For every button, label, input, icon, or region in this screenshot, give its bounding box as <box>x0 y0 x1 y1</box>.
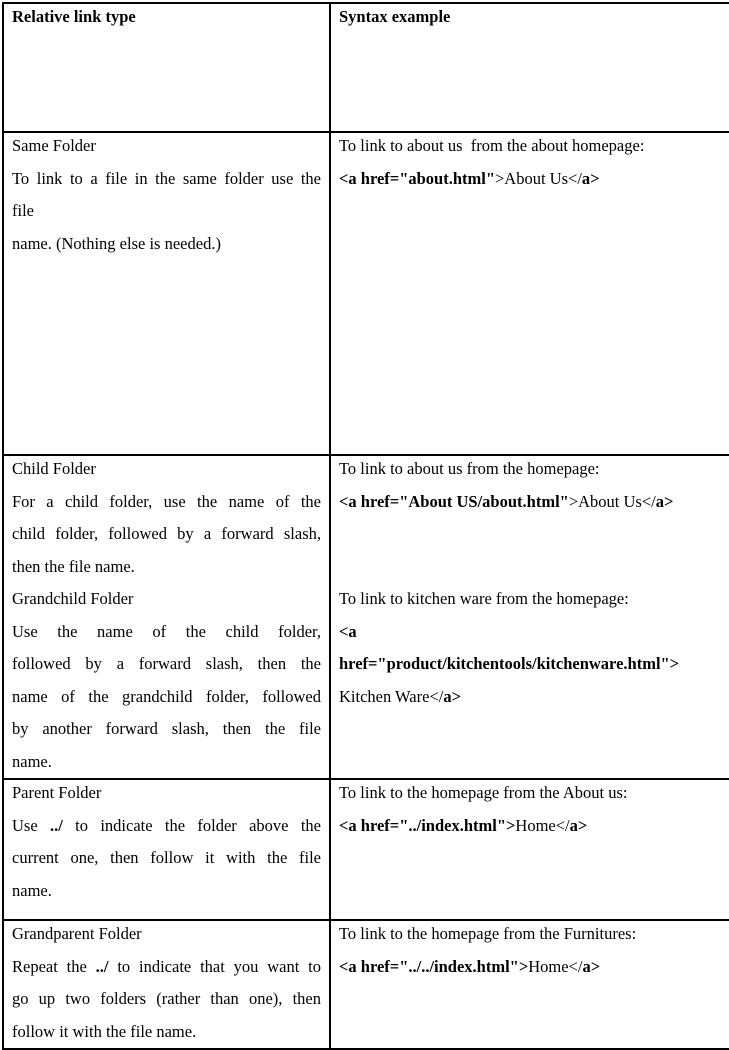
text-line <box>12 1016 321 1049</box>
text-line <box>12 842 321 875</box>
bold-text-segment: <a <box>339 621 357 641</box>
text-line <box>12 518 321 551</box>
text-line <box>339 951 721 984</box>
cell-content <box>339 130 721 260</box>
text-line <box>339 746 721 779</box>
text-line <box>12 583 321 616</box>
text-line <box>12 486 321 519</box>
syntax-example-cell <box>330 455 729 779</box>
text-segment: child folder, followed by a forward slash, <box>12 524 321 543</box>
column-header-syntax-example: Syntax example <box>330 3 729 132</box>
text-line <box>12 616 321 649</box>
syntax-example-cell <box>330 779 729 920</box>
text-line <box>12 810 321 843</box>
link-type-cell <box>3 779 330 920</box>
text-segment: To link to about us from the homepage: <box>339 459 600 478</box>
text-line <box>12 681 321 714</box>
text-line <box>12 777 321 810</box>
syntax-example-cell <box>330 920 729 1049</box>
link-type-cell <box>3 920 330 1049</box>
text-line <box>12 875 321 908</box>
text-line <box>339 583 721 616</box>
text-line <box>339 616 721 649</box>
text-line <box>339 518 721 551</box>
bold-text-segment: a> <box>581 168 600 188</box>
text-segment: To link to a file in the same folder use the <box>12 168 321 188</box>
text-segment: To link to the homepage from the About us: <box>339 783 628 802</box>
bold-text-segment: <a href="About US/about.html" <box>339 491 569 511</box>
text-segment: Same Folder <box>12 136 96 155</box>
text-segment: go up two folders (rather than one), then <box>12 989 321 1008</box>
text-segment: Home</ <box>528 956 583 976</box>
text-segment: To link to kitchen ware from the homepage: <box>339 589 629 608</box>
text-segment: Repeat the <box>12 956 96 976</box>
text-segment: file <box>12 201 34 220</box>
cell-content <box>12 453 321 778</box>
text-segment: >About Us</ <box>568 491 656 511</box>
text-line <box>12 713 321 746</box>
text-segment: to indicate the folder above the <box>62 815 321 835</box>
text-line <box>12 130 321 163</box>
text-segment: then the file name. <box>12 556 135 576</box>
bold-text-segment: <a href="../../index.html"> <box>339 956 529 976</box>
text-line <box>12 983 321 1016</box>
cell-content <box>12 918 321 1048</box>
text-line <box>12 551 321 584</box>
text-line <box>339 777 721 810</box>
text-segment: Grandparent Folder <box>12 924 142 943</box>
text-line <box>12 918 321 951</box>
text-segment: follow it with the file name. <box>12 1021 197 1041</box>
link-type-cell <box>3 132 330 455</box>
text-segment: Use the name of the child folder, <box>12 621 321 641</box>
table-row <box>3 779 729 920</box>
text-segment: name. (Nothing else is needed.) <box>12 233 221 253</box>
text-line <box>339 486 721 519</box>
text-line <box>12 195 321 228</box>
text-line <box>339 810 721 843</box>
text-line <box>12 648 321 681</box>
text-line <box>339 163 721 196</box>
syntax-example-cell <box>330 132 729 455</box>
table-row <box>3 132 729 455</box>
text-segment: Kitchen Ware</ <box>339 686 444 706</box>
cell-content <box>339 918 721 983</box>
text-line <box>12 951 321 984</box>
text-line <box>339 713 721 746</box>
link-type-cell <box>3 455 330 779</box>
text-line <box>339 681 721 714</box>
text-segment: To link to about us from the about homepage: <box>339 136 645 155</box>
bold-text-segment: <a href="../index.html"> <box>339 815 516 835</box>
text-line <box>339 228 721 261</box>
text-segment: by another forward slash, then the file <box>12 719 321 738</box>
text-line <box>12 453 321 486</box>
cell-content <box>339 777 721 907</box>
table-row <box>3 455 729 779</box>
text-segment: name. <box>12 880 52 900</box>
text-segment: Home</ <box>515 815 570 835</box>
cell-content <box>339 453 721 778</box>
table-row <box>3 920 729 1049</box>
text-segment: followed by a forward slash, then the <box>12 654 321 673</box>
table-body <box>3 3 729 1049</box>
text-segment: current one, then follow it with the file <box>12 848 321 867</box>
text-segment: >About Us</ <box>495 168 582 188</box>
bold-text-segment: ../ <box>95 956 109 976</box>
cell-content <box>12 777 321 907</box>
text-segment: name of the grandchild folder, followed <box>12 686 321 706</box>
text-segment: For a child folder, use the name of the <box>12 491 321 511</box>
text-line <box>339 551 721 584</box>
text-line <box>339 918 721 951</box>
relative-links-table <box>2 2 729 1050</box>
bold-text-segment: a> <box>443 686 461 706</box>
bold-text-segment: a> <box>655 491 674 511</box>
header-row <box>3 3 729 132</box>
text-segment: Use <box>12 815 50 835</box>
bold-text-segment: a> <box>569 815 588 835</box>
text-segment: Child Folder <box>12 459 96 478</box>
column-header-link-type: Relative link type <box>3 3 330 132</box>
text-line <box>339 453 721 486</box>
bold-text-segment: <a href="about.html" <box>339 168 495 188</box>
bold-text-segment: a> <box>582 956 601 976</box>
text-line <box>339 648 721 681</box>
cell-content <box>12 130 321 260</box>
bold-text-segment: ../ <box>50 815 63 835</box>
text-segment: To link to the homepage from the Furnitures: <box>339 924 637 943</box>
text-line <box>12 228 321 261</box>
text-segment: name. <box>12 751 52 771</box>
text-line <box>339 875 721 908</box>
text-line <box>339 130 721 163</box>
text-line <box>339 195 721 228</box>
text-line <box>339 842 721 875</box>
bold-text-segment: href="product/kitchentools/kitchenware.html"> <box>339 654 680 673</box>
text-line <box>12 746 321 779</box>
text-segment: Grandchild Folder <box>12 589 134 608</box>
text-line <box>12 163 321 196</box>
text-segment: to indicate that you want to <box>108 956 321 976</box>
text-segment: Parent Folder <box>12 783 102 802</box>
